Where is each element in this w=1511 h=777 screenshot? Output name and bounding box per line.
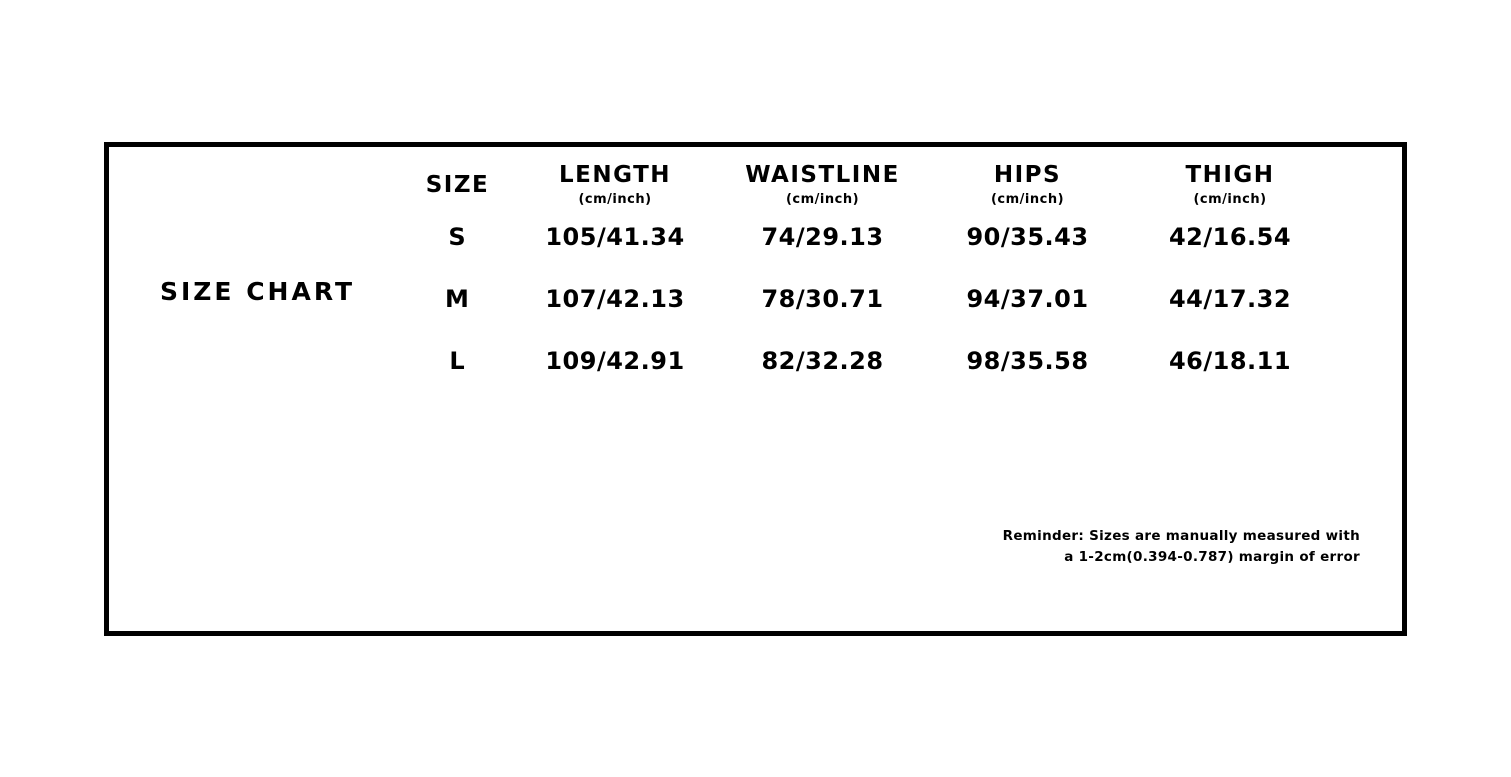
column-header-size-title: SIZE — [425, 171, 490, 198]
reminder-line-1: Reminder: Sizes are manually measured with — [1002, 528, 1360, 544]
cell-m-hips: 94/37.01 — [966, 285, 1089, 314]
cell-l-waistline: 82/32.28 — [761, 347, 884, 376]
size-chart-box — [104, 142, 1407, 636]
table-row-size-s: S — [448, 223, 467, 252]
column-header-hips-unit: (cm/inch) — [990, 192, 1065, 208]
column-header-thigh — [1125, 162, 1335, 208]
cell-s-thigh: 42/16.54 — [1168, 223, 1292, 252]
cell-m-waistline: 78/30.71 — [761, 285, 884, 314]
cell-m-thigh: 44/17.32 — [1168, 285, 1292, 314]
column-header-hips-title: HIPS — [993, 161, 1062, 188]
cell-s-length: 105/41.34 — [545, 223, 685, 252]
cell-s-hips: 90/35.43 — [966, 223, 1089, 252]
column-header-size — [400, 172, 515, 198]
column-header-length-unit: (cm/inch) — [578, 192, 652, 208]
column-header-hips — [930, 162, 1125, 208]
column-header-length-title: LENGTH — [558, 161, 672, 188]
cell-s-waistline: 74/29.13 — [761, 223, 884, 252]
cell-l-thigh: 46/18.11 — [1168, 347, 1292, 376]
column-header-waistline — [715, 162, 930, 208]
cell-l-length: 109/42.91 — [545, 347, 685, 376]
cell-l-hips: 98/35.58 — [966, 347, 1089, 376]
column-header-thigh-unit: (cm/inch) — [1193, 192, 1267, 208]
cell-m-length: 107/42.13 — [545, 285, 685, 314]
reminder-line-2: a 1-2cm(0.394-0.787) margin of error — [1064, 548, 1360, 565]
measurement-reminder-note — [940, 526, 1360, 568]
column-header-thigh-title: THIGH — [1185, 161, 1275, 188]
column-header-length — [515, 162, 715, 208]
size-chart-label: SIZE CHART — [159, 276, 355, 306]
table-row-size-l: L — [449, 347, 466, 376]
column-header-waistline-unit: (cm/inch) — [785, 192, 860, 208]
column-header-waistline-title: WAISTLINE — [745, 161, 900, 188]
table-row-size-m: M — [445, 285, 470, 314]
